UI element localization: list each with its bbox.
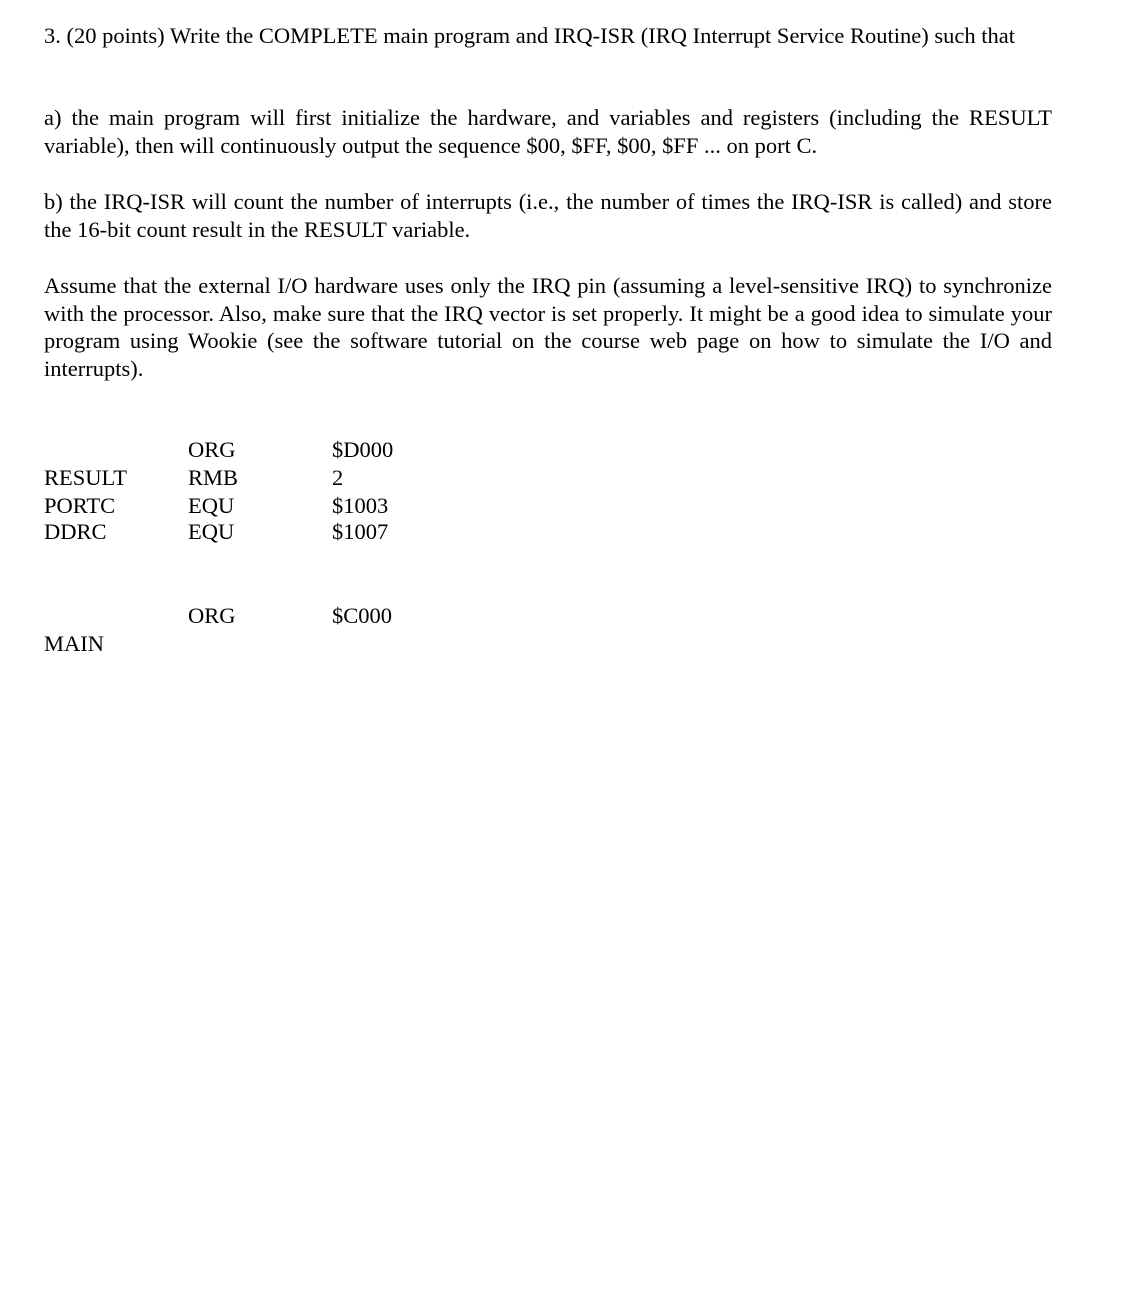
question-intro: 3. (20 points) Write the COMPLETE main program and IRQ-ISR (IRQ Interrupt Service Routine) such that [44, 23, 1015, 48]
code-operand: $D000 [332, 437, 394, 462]
code-label: MAIN [44, 631, 104, 656]
code-opcode: ORG [188, 603, 236, 628]
question-part-b: b) the IRQ-ISR will count the number of interrupts (i.e., the number of times the IRQ-ISR is called) and store the 16-bit count result in the RESULT variable. [44, 189, 1052, 242]
code-opcode: EQU [188, 519, 235, 544]
code-label: DDRC [44, 519, 107, 544]
question-note: Assume that the external I/O hardware uses only the IRQ pin (assuming a level-sensitive IRQ) to synchronize with the processor. Also, make sure that the IRQ vector is set properly. It might be a good idea to simulate your program using Wookie (see the software tutorial on the course web page on how to simulate the I/O and interrupts). [44, 273, 1052, 381]
code-operand: $C000 [332, 603, 393, 628]
code-operand: $1003 [332, 493, 389, 518]
code-label: RESULT [44, 465, 127, 490]
code-opcode: ORG [188, 437, 236, 462]
code-opcode: RMB [188, 465, 239, 490]
code-operand: 2 [332, 465, 344, 490]
code-opcode: EQU [188, 493, 235, 518]
code-operand: $1007 [332, 519, 389, 544]
code-label: PORTC [44, 493, 116, 518]
question-part-a: a) the main program will first initialize the hardware, and variables and registers (including the RESULT variable), then will continuously output the sequence $00, $FF, $00, $FF ... on port C. [44, 105, 1052, 158]
